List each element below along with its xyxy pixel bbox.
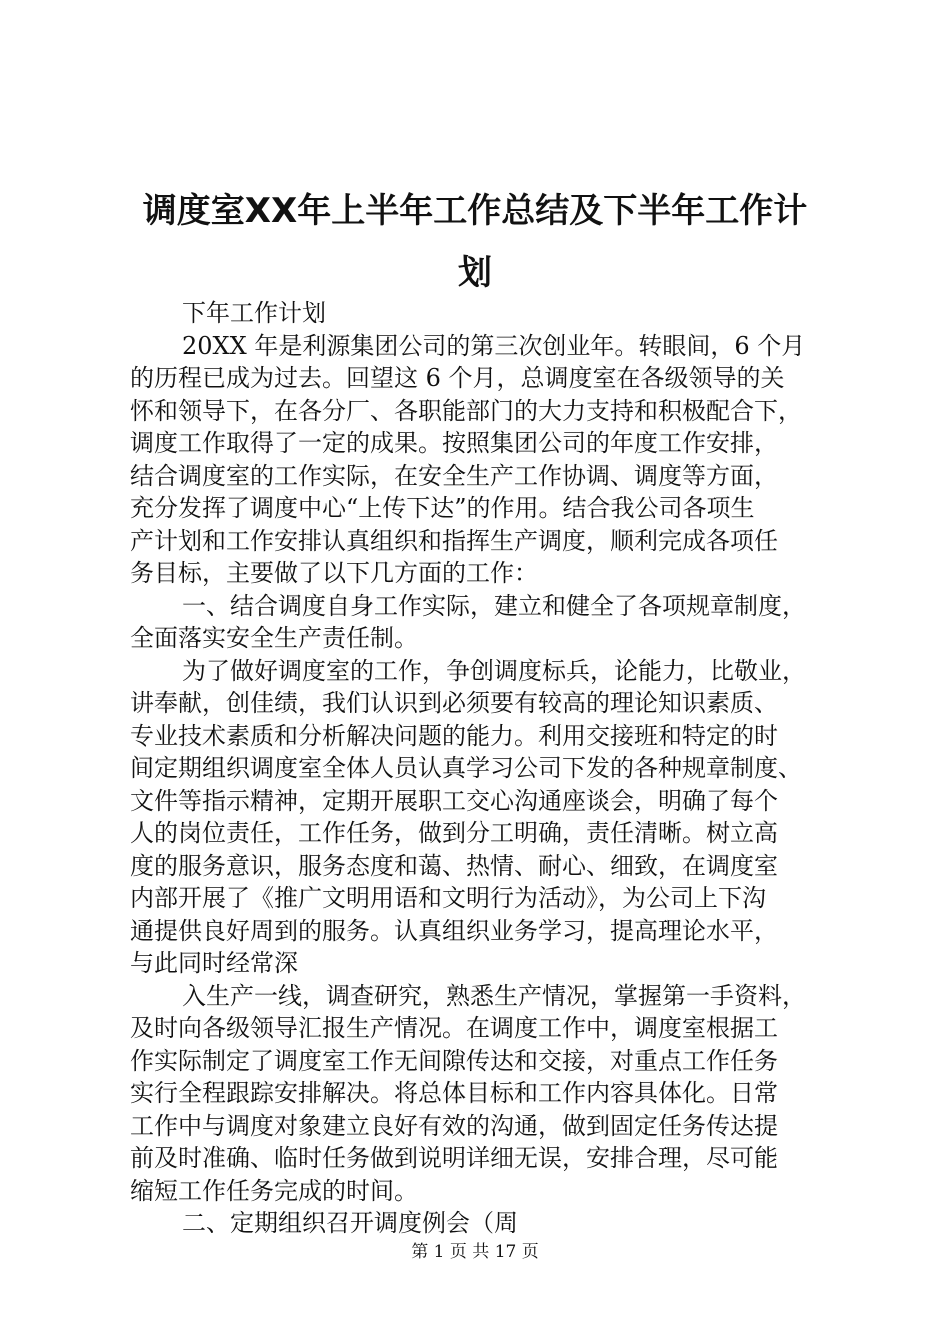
body-line: 缩短工作任务完成的时间。 [130, 1176, 418, 1205]
body-line: 为了做好调度室的工作，争创调度标兵，论能力，比敬业， [182, 656, 806, 685]
body-line: 作实际制定了调度室工作无间隙传达和交接，对重点工作任务 [130, 1046, 778, 1075]
body-line: 结合调度室的工作实际，在安全生产工作协调、调度等方面， [130, 461, 778, 490]
body-line: 怀和领导下，在各分厂、各职能部门的大力支持和积极配合下， [130, 396, 802, 425]
body-line: 调度工作取得了一定的成果。按照集团公司的年度工作安排， [130, 429, 778, 457]
title-line-2: 划 [458, 253, 492, 293]
body-line: 务目标，主要做了以下几方面的工作： [130, 559, 538, 587]
body-line: 实行全程跟踪安排解决。将总体目标和工作内容具体化。日常 [130, 1079, 778, 1107]
body-line: 的历程已成为过去。回望这 6 个月，总调度室在各级领导的关 [130, 364, 785, 392]
body-line: 20XX 年是利源集团公司的第三次创业年。转眼间，6 个月 [182, 331, 806, 360]
body-line: 专业技术素质和分析解决问题的能力。利用交接班和特定的时 [130, 721, 778, 750]
body-line: 产计划和工作安排认真组织和指挥生产调度，顺利完成各项任 [130, 526, 778, 555]
body-line: 文件等指示精神，定期开展职工交心沟通座谈会，明确了每个 [130, 786, 778, 815]
document-body [130, 297, 830, 1240]
document-title [130, 180, 820, 304]
title-line-1: 调度室XX年上半年工作总结及下半年工作计 [142, 191, 808, 231]
body-line: 通提供良好周到的服务。认真组织业务学习，提高理论水平， [130, 916, 778, 945]
body-line: 充分发挥了调度中心“上传下达”的作用。结合我公司各项生 [130, 494, 755, 522]
body-line: 间定期组织调度室全体人员认真学习公司下发的各种规章制度、 [130, 754, 802, 782]
body-line: 人的岗位责任，工作任务，做到分工明确，责任清晰。树立高 [130, 819, 778, 847]
body-line: 下年工作计划 [182, 299, 326, 327]
body-line: 及时向各级领导汇报生产情况。在调度工作中，调度室根据工 [130, 1014, 778, 1042]
body-line: 讲奉献，创佳绩，我们认识到必须要有较高的理论知识素质、 [130, 689, 778, 717]
body-line: 一、结合调度自身工作实际，建立和健全了各项规章制度， [182, 591, 806, 620]
body-line: 工作中与调度对象建立良好有效的沟通，做到固定任务传达提 [130, 1111, 778, 1140]
body-line: 内部开展了《推广文明用语和文明行为活动》，为公司上下沟 [130, 884, 766, 912]
body-line: 度的服务意识，服务态度和蔼、热情、耐心、细致，在调度室 [130, 851, 778, 880]
body-line: 全面落实安全生产责任制。 [130, 624, 418, 652]
body-line: 与此同时经常深 [130, 949, 298, 977]
body-line: 入生产一线，调查研究，熟悉生产情况，掌握第一手资料， [182, 981, 806, 1010]
body-line: 前及时准确、临时任务做到说明详细无误，安排合理，尽可能 [130, 1144, 778, 1172]
body-line: 二、定期组织召开调度例会（周 [182, 1209, 518, 1237]
page-number-footer: 第 1 页 共 17 页 [411, 1242, 539, 1262]
